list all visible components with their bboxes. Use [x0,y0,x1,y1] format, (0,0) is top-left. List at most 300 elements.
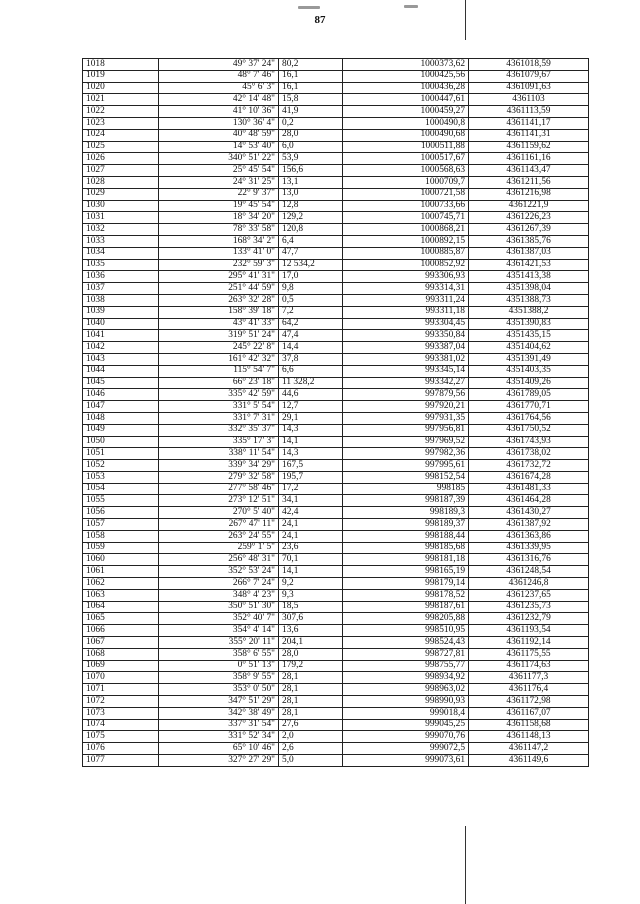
x-coordinate-cell: 993311,24 [343,294,469,306]
table-row [83,330,589,342]
bearing-angle-cell: 25° 45' 54" [159,165,279,177]
bearing-angle-cell: 347° 51' 29" [159,696,279,708]
table-row [83,530,589,542]
table-row [83,554,589,566]
x-coordinate-cell: 997982,36 [343,448,469,460]
distance-cell: 2,0 [279,731,343,743]
table-row [83,672,589,684]
point-number-cell: 1053 [83,471,159,483]
x-coordinate-cell: 1000733,66 [343,200,469,212]
distance-cell: 307,6 [279,613,343,625]
y-coordinate-cell: 4361175,55 [469,648,589,660]
point-number-cell: 1076 [83,743,159,755]
point-number-cell: 1044 [83,365,159,377]
table-row [83,200,589,212]
distance-cell: 28,1 [279,707,343,719]
bearing-angle-cell: 48° 7' 46" [159,70,279,82]
y-coordinate-cell: 4361232,79 [469,613,589,625]
table-row [83,648,589,660]
x-coordinate-cell: 998188,44 [343,530,469,542]
point-number-cell: 1050 [83,436,159,448]
bearing-angle-cell: 339° 34' 29" [159,460,279,472]
point-number-cell: 1046 [83,389,159,401]
table-row [83,578,589,590]
point-number-cell: 1060 [83,554,159,566]
bearing-angle-cell: 279° 32' 58" [159,471,279,483]
bearing-angle-cell: 245° 22' 8" [159,342,279,354]
bearing-angle-cell: 267° 47' 11" [159,519,279,531]
x-coordinate-cell: 998152,54 [343,471,469,483]
bearing-angle-cell: 342° 38' 49" [159,707,279,719]
table-row [83,165,589,177]
table-row [83,460,589,472]
distance-cell: 28,1 [279,672,343,684]
x-coordinate-cell: 993311,18 [343,306,469,318]
bearing-angle-cell: 263° 32' 28" [159,294,279,306]
distance-cell: 12,8 [279,200,343,212]
table-row [83,70,589,82]
distance-cell: 16,1 [279,70,343,82]
y-coordinate-cell: 4361143,47 [469,165,589,177]
bearing-angle-cell: 354° 4' 14" [159,625,279,637]
distance-cell: 41,9 [279,106,343,118]
table-row [83,519,589,531]
bearing-angle-cell: 331° 52' 34" [159,731,279,743]
distance-cell: 5,0 [279,755,343,767]
y-coordinate-cell: 4361172,98 [469,696,589,708]
point-number-cell: 1021 [83,94,159,106]
y-coordinate-cell: 4361091,63 [469,82,589,94]
x-coordinate-cell: 1000447,61 [343,94,469,106]
y-coordinate-cell: 4351403,35 [469,365,589,377]
y-coordinate-cell: 4361267,39 [469,224,589,236]
point-number-cell: 1034 [83,247,159,259]
point-number-cell: 1043 [83,353,159,365]
y-coordinate-cell: 4361176,4 [469,684,589,696]
bearing-angle-cell: 168° 34' 2" [159,235,279,247]
point-number-cell: 1051 [83,448,159,460]
table-row [83,188,589,200]
y-coordinate-cell: 4361018,59 [469,59,589,71]
x-coordinate-cell: 998189,37 [343,519,469,531]
distance-cell: 14,3 [279,424,343,436]
distance-cell: 70,1 [279,554,343,566]
table-row [83,719,589,731]
table-row [83,271,589,283]
bearing-angle-cell: 43° 41' 33" [159,318,279,330]
bearing-angle-cell: 331° 7' 31" [159,412,279,424]
distance-cell: 42,4 [279,507,343,519]
point-number-cell: 1075 [83,731,159,743]
table-row [83,117,589,129]
y-coordinate-cell: 4361158,68 [469,719,589,731]
x-coordinate-cell: 993342,27 [343,377,469,389]
distance-cell: 34,1 [279,495,343,507]
y-coordinate-cell: 4361147,2 [469,743,589,755]
x-coordinate-cell: 999045,25 [343,719,469,731]
y-coordinate-cell: 4361141,17 [469,117,589,129]
x-coordinate-cell: 997969,52 [343,436,469,448]
x-coordinate-cell: 993306,93 [343,271,469,283]
point-number-cell: 1068 [83,648,159,660]
distance-cell: 12 534,2 [279,259,343,271]
point-number-cell: 1062 [83,578,159,590]
bearing-angle-cell: 66° 23' 18" [159,377,279,389]
table-row [83,247,589,259]
distance-cell: 37,8 [279,353,343,365]
bearing-angle-cell: 319° 51' 24" [159,330,279,342]
point-number-cell: 1028 [83,176,159,188]
distance-cell: 18,5 [279,601,343,613]
x-coordinate-cell: 1000721,58 [343,188,469,200]
distance-cell: 13,0 [279,188,343,200]
distance-cell: 44,6 [279,389,343,401]
bearing-angle-cell: 348° 4' 23" [159,589,279,601]
scan-edge-line [465,826,466,904]
point-number-cell: 1049 [83,424,159,436]
table-row [83,389,589,401]
x-coordinate-cell: 997879,56 [343,389,469,401]
x-coordinate-cell: 999072,5 [343,743,469,755]
x-coordinate-cell: 1000490,8 [343,117,469,129]
table-row [83,401,589,413]
bearing-angle-cell: 22° 9' 37" [159,188,279,200]
table-row [83,59,589,71]
x-coordinate-cell: 998524,43 [343,637,469,649]
y-coordinate-cell: 4361789,05 [469,389,589,401]
bearing-angle-cell: 331° 5' 54" [159,401,279,413]
y-coordinate-cell: 4361148,13 [469,731,589,743]
distance-cell: 167,5 [279,460,343,472]
bearing-angle-cell: 259° 1' 5" [159,542,279,554]
distance-cell: 28,0 [279,129,343,141]
table-row [83,377,589,389]
distance-cell: 47,4 [279,330,343,342]
x-coordinate-cell: 998165,19 [343,566,469,578]
x-coordinate-cell: 998185,68 [343,542,469,554]
bearing-angle-cell: 115° 54' 7" [159,365,279,377]
point-number-cell: 1019 [83,70,159,82]
distance-cell: 80,2 [279,59,343,71]
scan-edge-line [465,0,466,40]
bearing-angle-cell: 266° 7' 24" [159,578,279,590]
scan-speck [298,6,320,9]
point-number-cell: 1029 [83,188,159,200]
point-number-cell: 1023 [83,117,159,129]
bearing-angle-cell: 335° 42' 59" [159,389,279,401]
table-row [83,471,589,483]
point-number-cell: 1065 [83,613,159,625]
x-coordinate-cell: 1000709,7 [343,176,469,188]
x-coordinate-cell: 1000892,15 [343,235,469,247]
x-coordinate-cell: 998185 [343,483,469,495]
bearing-angle-cell: 270° 5' 40" [159,507,279,519]
distance-cell: 12,7 [279,401,343,413]
table-row [83,696,589,708]
point-number-cell: 1022 [83,106,159,118]
y-coordinate-cell: 4351435,15 [469,330,589,342]
table-row [83,129,589,141]
table-row [83,153,589,165]
distance-cell: 7,2 [279,306,343,318]
x-coordinate-cell: 1000425,56 [343,70,469,82]
bearing-angle-cell: 45° 6' 3" [159,82,279,94]
distance-cell: 64,2 [279,318,343,330]
table-row [83,448,589,460]
table-row [83,684,589,696]
point-number-cell: 1067 [83,637,159,649]
y-coordinate-cell: 4361764,56 [469,412,589,424]
y-coordinate-cell: 4351391,49 [469,353,589,365]
x-coordinate-cell: 1000459,27 [343,106,469,118]
y-coordinate-cell: 4361743,93 [469,436,589,448]
distance-cell: 24,1 [279,519,343,531]
table-row [83,212,589,224]
y-coordinate-cell: 4361221,9 [469,200,589,212]
y-coordinate-cell: 4361430,27 [469,507,589,519]
table-row [83,601,589,613]
y-coordinate-cell: 4361167,07 [469,707,589,719]
y-coordinate-cell: 4361246,8 [469,578,589,590]
distance-cell: 11 328,2 [279,377,343,389]
bearing-angle-cell: 49° 37' 24" [159,59,279,71]
x-coordinate-cell: 998990,93 [343,696,469,708]
x-coordinate-cell: 999070,76 [343,731,469,743]
table-row [83,82,589,94]
distance-cell: 15,8 [279,94,343,106]
point-number-cell: 1054 [83,483,159,495]
table-row [83,94,589,106]
point-number-cell: 1031 [83,212,159,224]
x-coordinate-cell: 998727,81 [343,648,469,660]
point-number-cell: 1066 [83,625,159,637]
table-row [83,306,589,318]
x-coordinate-cell: 993314,31 [343,283,469,295]
distance-cell: 204,1 [279,637,343,649]
y-coordinate-cell: 4361248,54 [469,566,589,578]
table-row [83,318,589,330]
point-number-cell: 1077 [83,755,159,767]
y-coordinate-cell: 4351390,83 [469,318,589,330]
bearing-angle-cell: 256° 48' 31" [159,554,279,566]
bearing-angle-cell: 42° 14' 48" [159,94,279,106]
y-coordinate-cell: 4361421,53 [469,259,589,271]
bearing-angle-cell: 40° 48' 59" [159,129,279,141]
y-coordinate-cell: 4351398,04 [469,283,589,295]
x-coordinate-cell: 998187,39 [343,495,469,507]
bearing-angle-cell: 332° 35' 37" [159,424,279,436]
x-coordinate-cell: 1000517,67 [343,153,469,165]
y-coordinate-cell: 4351413,38 [469,271,589,283]
point-number-cell: 1048 [83,412,159,424]
y-coordinate-cell: 4361235,73 [469,601,589,613]
table-row [83,283,589,295]
point-number-cell: 1033 [83,235,159,247]
point-number-cell: 1026 [83,153,159,165]
distance-cell: 28,0 [279,648,343,660]
distance-cell: 156,6 [279,165,343,177]
bearing-angle-cell: 78° 33' 58" [159,224,279,236]
table-row [83,731,589,743]
y-coordinate-cell: 4361149,6 [469,755,589,767]
y-coordinate-cell: 4361387,03 [469,247,589,259]
table-row [83,625,589,637]
bearing-angle-cell: 327° 27' 29" [159,755,279,767]
y-coordinate-cell: 4361363,86 [469,530,589,542]
bearing-angle-cell: 358° 9' 55" [159,672,279,684]
table-row [83,660,589,672]
table-row [83,743,589,755]
bearing-angle-cell: 232° 59' 3" [159,259,279,271]
y-coordinate-cell: 4351404,62 [469,342,589,354]
table-row [83,294,589,306]
x-coordinate-cell: 993381,02 [343,353,469,365]
x-coordinate-cell: 1000568,63 [343,165,469,177]
x-coordinate-cell: 998179,14 [343,578,469,590]
x-coordinate-cell: 993304,45 [343,318,469,330]
distance-cell: 9,3 [279,589,343,601]
table-row [83,566,589,578]
point-number-cell: 1018 [83,59,159,71]
coordinates-table-body [83,59,589,767]
distance-cell: 29,1 [279,412,343,424]
distance-cell: 9,2 [279,578,343,590]
bearing-angle-cell: 251° 44' 59" [159,283,279,295]
y-coordinate-cell: 4361226,23 [469,212,589,224]
distance-cell: 2,6 [279,743,343,755]
bearing-angle-cell: 358° 6' 55" [159,648,279,660]
y-coordinate-cell: 4361159,62 [469,141,589,153]
point-number-cell: 1064 [83,601,159,613]
distance-cell: 14,1 [279,566,343,578]
table-row [83,436,589,448]
table-row [83,589,589,601]
distance-cell: 129,2 [279,212,343,224]
x-coordinate-cell: 998205,88 [343,613,469,625]
bearing-angle-cell: 65° 10' 46" [159,743,279,755]
point-number-cell: 1032 [83,224,159,236]
bearing-angle-cell: 335° 17' 3" [159,436,279,448]
page-number: 87 [314,14,326,26]
distance-cell: 13,6 [279,625,343,637]
y-coordinate-cell: 4361738,02 [469,448,589,460]
distance-cell: 24,1 [279,530,343,542]
distance-cell: 179,2 [279,660,343,672]
bearing-angle-cell: 19° 45' 54" [159,200,279,212]
point-number-cell: 1072 [83,696,159,708]
point-number-cell: 1025 [83,141,159,153]
bearing-angle-cell: 0° 51' 13" [159,660,279,672]
x-coordinate-cell: 998963,02 [343,684,469,696]
y-coordinate-cell: 4361079,67 [469,70,589,82]
bearing-angle-cell: 277° 58' 46" [159,483,279,495]
x-coordinate-cell: 1000745,71 [343,212,469,224]
point-number-cell: 1020 [83,82,159,94]
y-coordinate-cell: 4361141,31 [469,129,589,141]
y-coordinate-cell: 4361113,59 [469,106,589,118]
x-coordinate-cell: 997995,61 [343,460,469,472]
y-coordinate-cell: 4351409,26 [469,377,589,389]
distance-cell: 13,1 [279,176,343,188]
table-row [83,141,589,153]
bearing-angle-cell: 133° 41' 0" [159,247,279,259]
point-number-cell: 1038 [83,294,159,306]
y-coordinate-cell: 4361464,28 [469,495,589,507]
point-number-cell: 1041 [83,330,159,342]
point-number-cell: 1027 [83,165,159,177]
table-row [83,542,589,554]
point-number-cell: 1024 [83,129,159,141]
point-number-cell: 1040 [83,318,159,330]
point-number-cell: 1055 [83,495,159,507]
bearing-angle-cell: 352° 53' 24" [159,566,279,578]
y-coordinate-cell: 4361103 [469,94,589,106]
bearing-angle-cell: 340° 51' 22" [159,153,279,165]
point-number-cell: 1030 [83,200,159,212]
y-coordinate-cell: 4361192,14 [469,637,589,649]
x-coordinate-cell: 993387,04 [343,342,469,354]
distance-cell: 14,4 [279,342,343,354]
x-coordinate-cell: 998510,95 [343,625,469,637]
table-row [83,495,589,507]
bearing-angle-cell: 14° 53' 40" [159,141,279,153]
y-coordinate-cell: 4361339,95 [469,542,589,554]
distance-cell: 14,1 [279,436,343,448]
bearing-angle-cell: 161° 42' 32" [159,353,279,365]
distance-cell: 9,8 [279,283,343,295]
bearing-angle-cell: 350° 51' 30" [159,601,279,613]
y-coordinate-cell: 4361387,92 [469,519,589,531]
bearing-angle-cell: 295° 41' 31" [159,271,279,283]
table-row [83,412,589,424]
bearing-angle-cell: 353° 0' 50" [159,684,279,696]
table-row [83,106,589,118]
x-coordinate-cell: 1000885,87 [343,247,469,259]
y-coordinate-cell: 4361770,71 [469,401,589,413]
table-row [83,755,589,767]
x-coordinate-cell: 1000868,21 [343,224,469,236]
bearing-angle-cell: 18° 34' 20" [159,212,279,224]
y-coordinate-cell: 4361161,16 [469,153,589,165]
distance-cell: 6,0 [279,141,343,153]
distance-cell: 6,6 [279,365,343,377]
table-row [83,483,589,495]
x-coordinate-cell: 999073,61 [343,755,469,767]
distance-cell: 47,7 [279,247,343,259]
y-coordinate-cell: 4361174,63 [469,660,589,672]
point-number-cell: 1056 [83,507,159,519]
table-row [83,224,589,236]
table-row [83,707,589,719]
x-coordinate-cell: 999018,4 [343,707,469,719]
x-coordinate-cell: 1000511,88 [343,141,469,153]
scan-speck [404,5,418,8]
distance-cell: 28,1 [279,696,343,708]
bearing-angle-cell: 352° 40' 7" [159,613,279,625]
y-coordinate-cell: 4361732,72 [469,460,589,472]
point-number-cell: 1074 [83,719,159,731]
distance-cell: 0,2 [279,117,343,129]
bearing-angle-cell: 158° 39' 18" [159,306,279,318]
point-number-cell: 1058 [83,530,159,542]
bearing-angle-cell: 355° 20' 11" [159,637,279,649]
coordinates-table [82,58,589,767]
y-coordinate-cell: 4361385,76 [469,235,589,247]
x-coordinate-cell: 993345,14 [343,365,469,377]
y-coordinate-cell: 4361674,28 [469,471,589,483]
x-coordinate-cell: 1000373,62 [343,59,469,71]
y-coordinate-cell: 4361216,98 [469,188,589,200]
